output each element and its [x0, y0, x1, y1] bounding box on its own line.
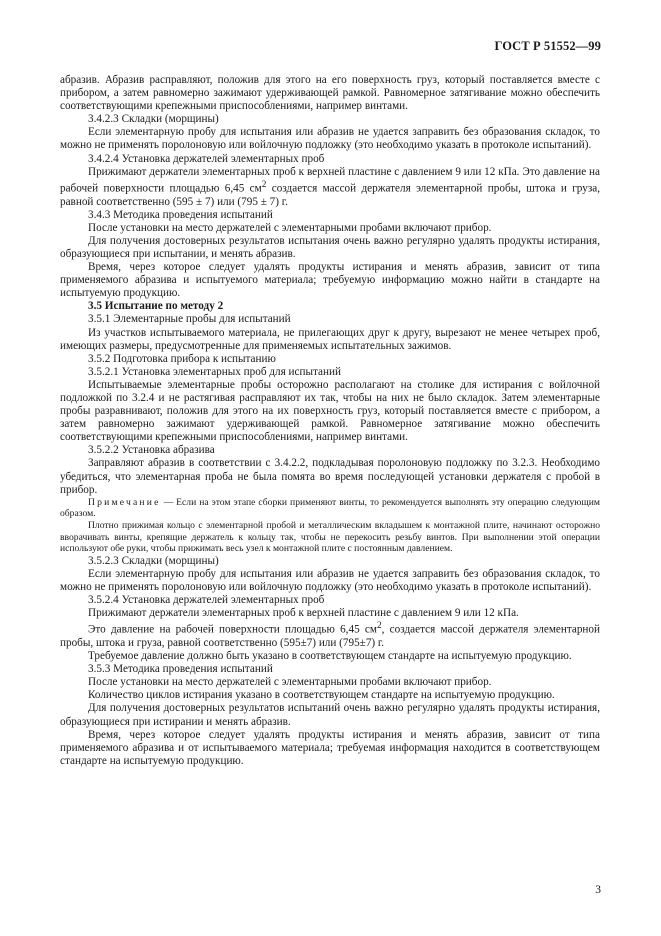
- paragraph: Если элементарную пробу для испытания или абразив не удается заправить без образования складок, то можно не применять поролоновую или войлочную подложку (это необходимо указать в протоколе испытаний).: [60, 567, 600, 593]
- section-heading-3-4-2-3: 3.4.2.3 Складки (морщины): [88, 113, 219, 126]
- section-heading-3-5-2-3: 3.5.2.3 Складки (морщины): [88, 554, 219, 567]
- paragraph: Количество циклов истирания указано в соответствующем стандарте на испытуемую продукцию.: [88, 689, 555, 702]
- section-heading-3-5-2: 3.5.2 Подготовка прибора к испытанию: [88, 352, 276, 365]
- page-number: 3: [595, 884, 601, 896]
- paragraph: Для получения достоверных результатов испытания очень важно регулярно удалять продукты истирания, образующиеся при испытании, и менять абразив.: [60, 234, 600, 260]
- paragraph: Испытываемые элементарные пробы осторожно располагают на столике для истирания с войлочной подложкой по 3.2.4 и не растягивая расправляют их так, чтобы на них не было складок. Затем элементарные пробы разравнивают, положив для этого на их поверхность груз, который поставляется вместе с прибором, а затем равномерно зажимают удерживающей рамкой. Равномерное затягивание можно обеспечить соответствующими крепежными приспособлениями, например винтами.: [60, 378, 600, 444]
- note-paragraph: Примечание — Если на этом этапе сборки применяют винты, то рекомендуется выполнять эту операцию следующим образом.: [60, 496, 600, 520]
- note-paragraph: Плотно прижимая кольцо с элементарной пробой и металлическим вкладышем к монтажной плите, начинают осторожно вворачивать винты, крепящие держатель к кольцу так, чтобы не перекосить резьбу винтов. При выполнении этой операции используют обе руки, чтобы прижимать весь узел к монтажной плите с постоянным давлением.: [60, 519, 600, 555]
- section-heading-3-5-1: 3.5.1 Элементарные пробы для испытаний: [88, 313, 291, 326]
- section-heading-3-5-3: 3.5.3 Методика проведения испытаний: [88, 663, 273, 676]
- note-label: Примечание: [88, 496, 161, 508]
- section-heading-3-4-3: 3.4.3 Методика проведения испытаний: [88, 208, 273, 221]
- paragraph: Заправляют абразив в соответствии с 3.4.2.2, подкладывая поролоновую подложку по 3.2.3. Необходимо убедиться, что элементарная проба не была помята во время последующей установки держателя с пробой в прибор.: [60, 457, 600, 496]
- paragraph-with-superscript: Прижимают держатели элементарных проб к верхней пластине с давлением 9 или 12 кПа. Это давление на рабочей поверхности площадью 6,45 $см^2$ создается массой держателя элементарной пробы, штока и груза, равной соответственно (595 ± 7) или (795 ± 7) г.: [60, 165, 600, 208]
- standard-header: ГОСТ Р 51552—99: [494, 39, 601, 53]
- document-body: [60, 74, 600, 768]
- paragraph: После установки на место держателей с элементарными пробами включают прибор.: [88, 676, 492, 689]
- section-heading-3-5: 3.5 Испытание по методу 2: [88, 300, 224, 313]
- paragraph: Из участков испытываемого материала, не прилегающих друг к другу, вырезают не менее четырех проб, имеющих размеры, предусмотренные для применяемых испытательных зажимов.: [60, 326, 600, 352]
- paragraph: Требуемое давление должно быть указано в соответствующем стандарте на испытуемую продукцию.: [88, 650, 572, 663]
- paragraph: Время, через которое следует удалять продукты истирания и менять абразив, зависит от типа применяемого абразива и испытуемого материала; требуемую информацию можно найти в стандарте на испытуемую продукцию.: [60, 261, 600, 300]
- section-heading-3-5-2-2: 3.5.2.2 Установка абразива: [88, 444, 215, 457]
- section-heading-3-4-2-4: 3.4.2.4 Установка держателей элементарных проб: [88, 152, 325, 165]
- paragraph-with-superscript: Это давление на рабочей поверхности площадью 6,45 $см^2$, создается массой держателя элементарной пробы, штока и груза, равной соответственно (595±7) или (795±7) г.: [60, 621, 600, 649]
- section-heading-3-5-2-1: 3.5.2.1 Установка элементарных проб для испытаний: [88, 365, 341, 378]
- paragraph: Прижимают держатели элементарных проб к верхней пластине с давлением 9 или 12 кПа.: [88, 607, 519, 620]
- paragraph: абразив. Абразив расправляют, положив для этого на его поверхность груз, который поставляется вместе с прибором, а затем равномерно зажимают удерживающей рамкой. Равномерное затягивание можно обеспечить соответствующими крепежными приспособлениями, например винтами.: [60, 74, 600, 113]
- paragraph: Время, через которое следует удалять продукты истирания и менять абразив, зависит от типа применяемого абразива и от испытываемого материала; требуемая информация находится в соответствующем стандарте на испытуемую продукцию.: [60, 728, 600, 767]
- paragraph: После установки на место держателей с элементарными пробами включают прибор.: [88, 221, 492, 234]
- section-heading-3-5-2-4: 3.5.2.4 Установка держателей элементарных проб: [88, 593, 325, 606]
- paragraph: Если элементарную пробу для испытания или абразив не удается заправить без образования складок, то можно не применять поролоновую или войлочную подложку (это необходимо указать в протоколе испытаний).: [60, 126, 600, 152]
- paragraph: Для получения достоверных результатов испытаний очень важно регулярно удалять продукты истирания, образующиеся при истирании и менять абразив.: [60, 702, 600, 728]
